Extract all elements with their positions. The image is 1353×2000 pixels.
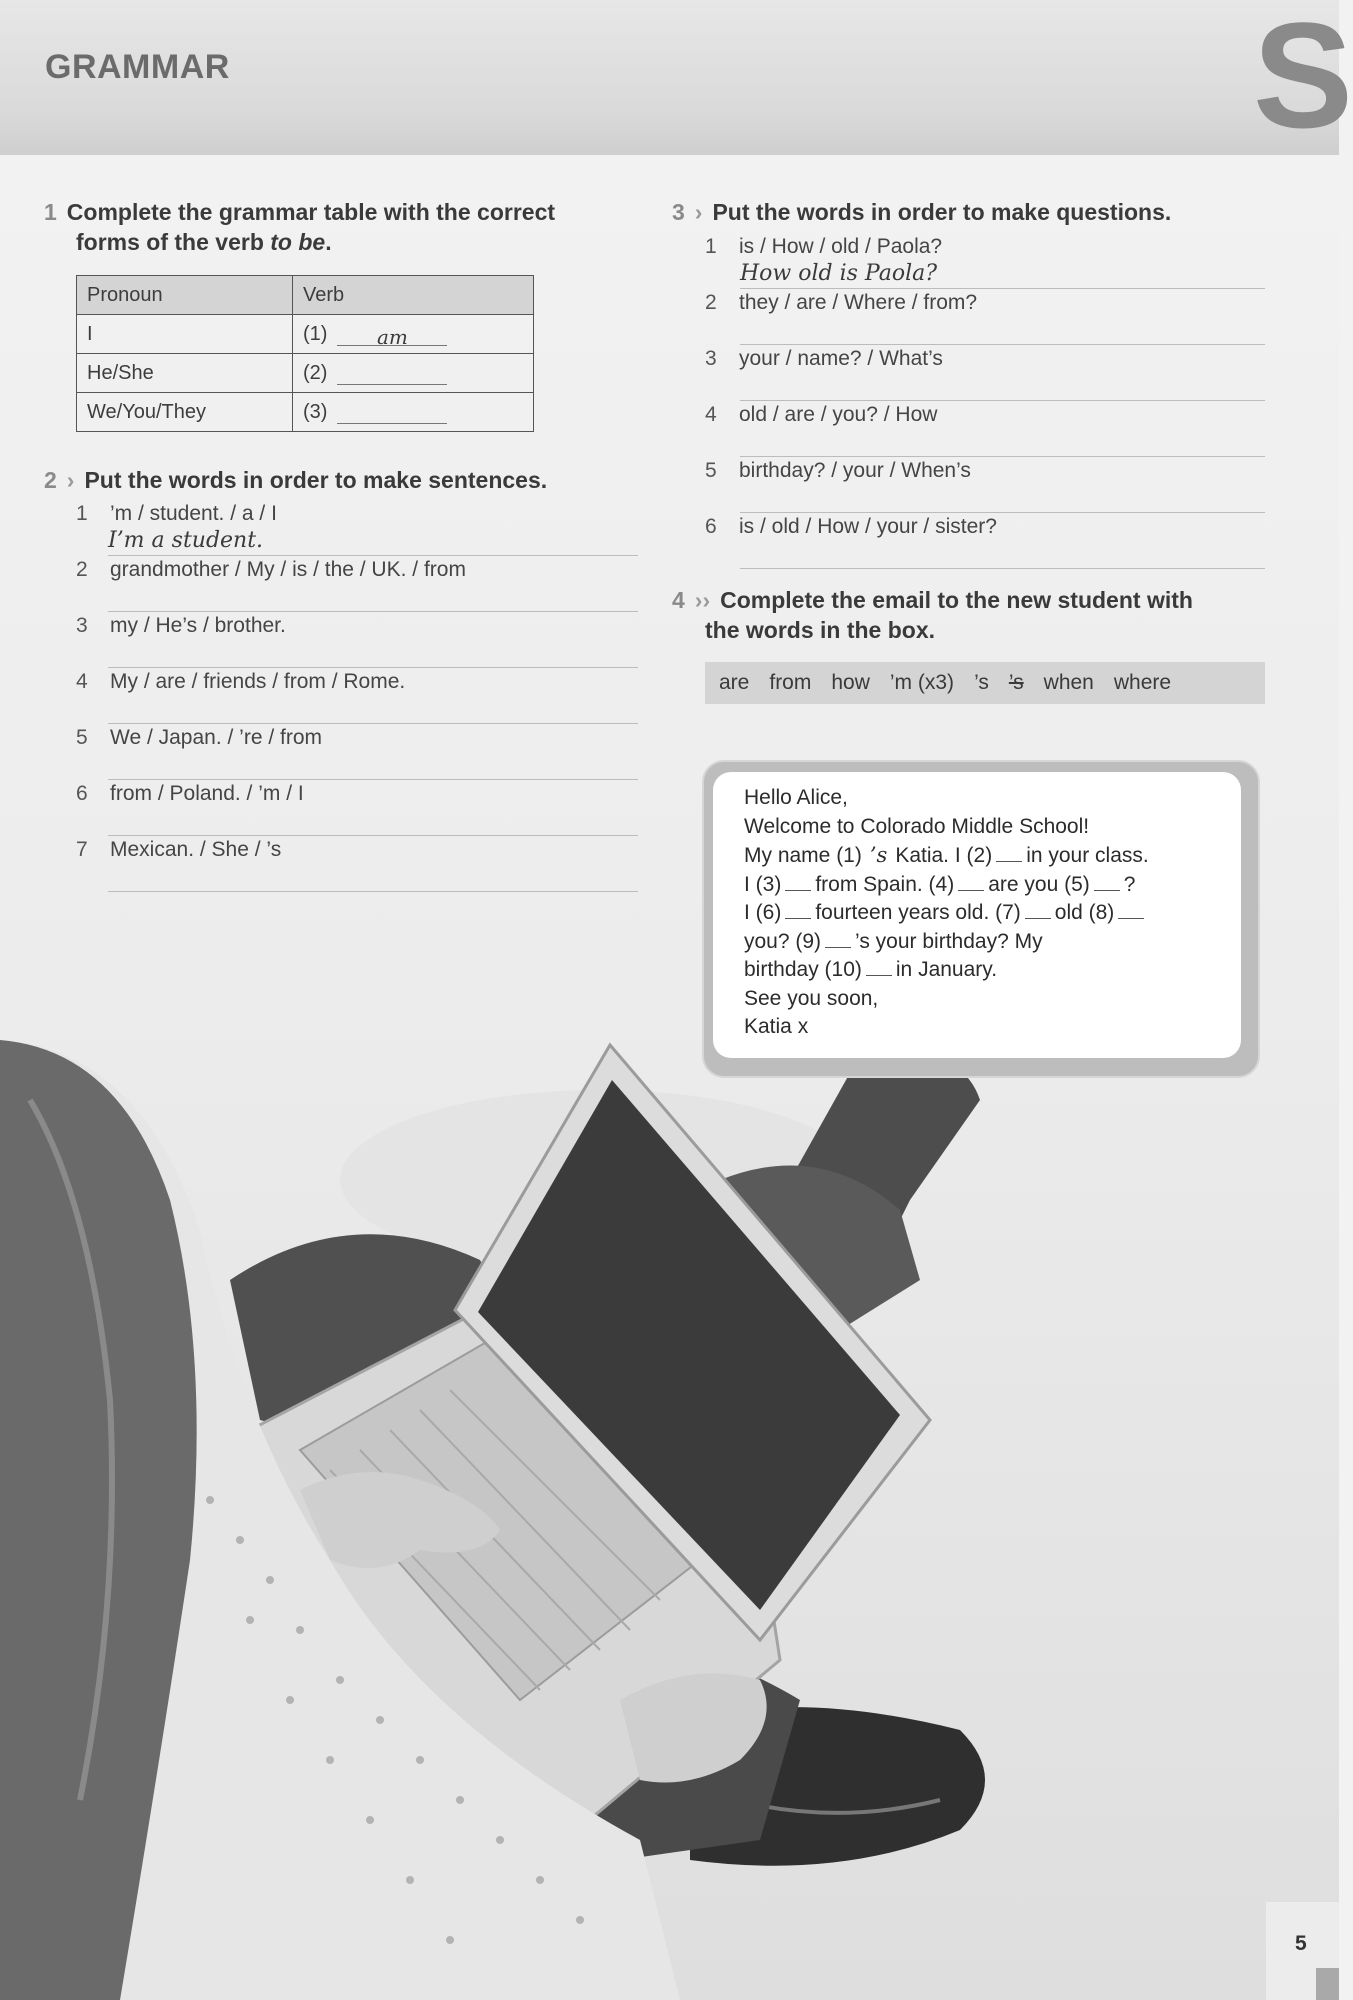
answer-line[interactable]: [108, 555, 638, 556]
list-item: 3 my / He’s / brother.: [76, 614, 286, 637]
list-item: 5 We / Japan. / ’re / from: [76, 726, 323, 749]
answer-line[interactable]: [108, 667, 638, 668]
list-item: 6 from / Poland. / ’m / I: [76, 782, 304, 805]
answer-blank[interactable]: [1118, 900, 1144, 919]
box-word: from: [769, 671, 812, 694]
answer-text[interactable]: ’s: [869, 843, 888, 867]
box-word: ’s: [1008, 671, 1024, 694]
answer-line[interactable]: [108, 611, 638, 612]
exercise-2-title: 2 › Put the words in order to make sentences.: [44, 467, 548, 493]
list-item: 6 is / old / How / your / sister?: [705, 515, 997, 538]
list-item: 4 old / are / you? / How: [705, 403, 938, 426]
answer-line[interactable]: [740, 568, 1265, 569]
answer-blank[interactable]: [958, 872, 984, 891]
email-line: Welcome to Colorado Middle School!: [744, 814, 1090, 838]
list-item: 2 grandmother / My / is / the / UK. / from: [76, 558, 466, 581]
list-item: 2 they / are / Where / from?: [705, 291, 978, 314]
exercise-4-title-line2: the words in the box.: [705, 617, 936, 643]
arrow-icon: ›: [66, 467, 75, 493]
answer-blank[interactable]: [337, 364, 447, 385]
answer-blank[interactable]: [1025, 900, 1051, 919]
answer-text[interactable]: I’m a student.: [108, 528, 264, 553]
answer-line[interactable]: [108, 779, 638, 780]
answer-line[interactable]: [740, 400, 1265, 401]
table-header-row: [77, 276, 534, 315]
arrow-icon: ››: [694, 587, 711, 613]
table-row: I (1) am: [77, 315, 534, 354]
section-letter: S: [1252, 0, 1353, 159]
answer-blank[interactable]: [785, 872, 811, 891]
email-signature: Katia x: [744, 1015, 809, 1038]
email-greeting: Hello Alice,: [744, 786, 848, 809]
arrow-icon: ›: [694, 199, 703, 225]
answer-line[interactable]: [740, 512, 1265, 513]
grammar-table: [76, 275, 534, 432]
list-item: 7 Mexican. / She / ’s: [76, 838, 282, 861]
box-word: when: [1043, 671, 1094, 694]
email-line: My name (1) ’s Katia. I (2) in your class.: [744, 843, 1149, 867]
box-word: are: [719, 671, 750, 694]
answer-blank[interactable]: am: [337, 325, 447, 346]
answer-line[interactable]: [740, 288, 1265, 289]
table-row: We/You/They (3): [77, 393, 534, 432]
box-word: ’m (x3): [889, 671, 955, 694]
answer-text[interactable]: How old is Paola?: [740, 261, 938, 286]
page-number: 5: [1295, 1932, 1307, 1955]
answer-blank[interactable]: [996, 843, 1022, 862]
box-word: where: [1113, 671, 1172, 694]
answer-line[interactable]: [108, 891, 638, 892]
list-item: 1 ’m / student. / a / I: [76, 502, 277, 525]
email-line: See you soon,: [744, 986, 879, 1010]
answer-line[interactable]: [740, 344, 1265, 345]
answer-line[interactable]: [740, 456, 1265, 457]
exercise-1-title-line2: forms of the verb to be.: [76, 229, 332, 255]
table-header-verb: Verb: [293, 276, 534, 315]
answer-blank[interactable]: [825, 929, 851, 948]
word-box: [705, 662, 1265, 704]
answer-blank[interactable]: [866, 957, 892, 976]
table-header-pronoun: Pronoun: [77, 276, 293, 315]
list-item: 1 is / How / old / Paola?: [705, 235, 943, 258]
email-line: birthday (10) in January.: [744, 958, 998, 981]
page-tab: [1316, 1968, 1339, 2000]
list-item: 3 your / name? / What’s: [705, 347, 943, 370]
email-line: I (6) fourteen years old. (7) old (8): [744, 899, 1241, 928]
answer-line[interactable]: [108, 723, 638, 724]
box-word: how: [831, 671, 870, 694]
answer-blank[interactable]: [785, 900, 811, 919]
table-row: He/She (2): [77, 354, 534, 393]
exercise-3-title: 3 › Put the words in order to make questions.: [672, 199, 1172, 225]
list-item: 5 birthday? / your / When’s: [705, 459, 971, 482]
email-line: I (3) from Spain. (4) are you (5) ?: [744, 872, 1136, 896]
answer-blank[interactable]: [337, 403, 447, 424]
exercise-1-title: 1 Complete the grammar table with the correct: [44, 199, 556, 225]
section-title: GRAMMAR: [45, 48, 230, 86]
answer-blank[interactable]: [1094, 872, 1120, 891]
box-word: ’s: [974, 671, 989, 694]
email-card: [713, 772, 1241, 1058]
email-line: you? (9) ’s your birthday? My: [744, 929, 1043, 953]
answer-line[interactable]: [108, 835, 638, 836]
list-item: 4 My / are / friends / from / Rome.: [76, 670, 406, 693]
exercise-4-title: 4 ›› Complete the email to the new student with: [672, 587, 1193, 613]
